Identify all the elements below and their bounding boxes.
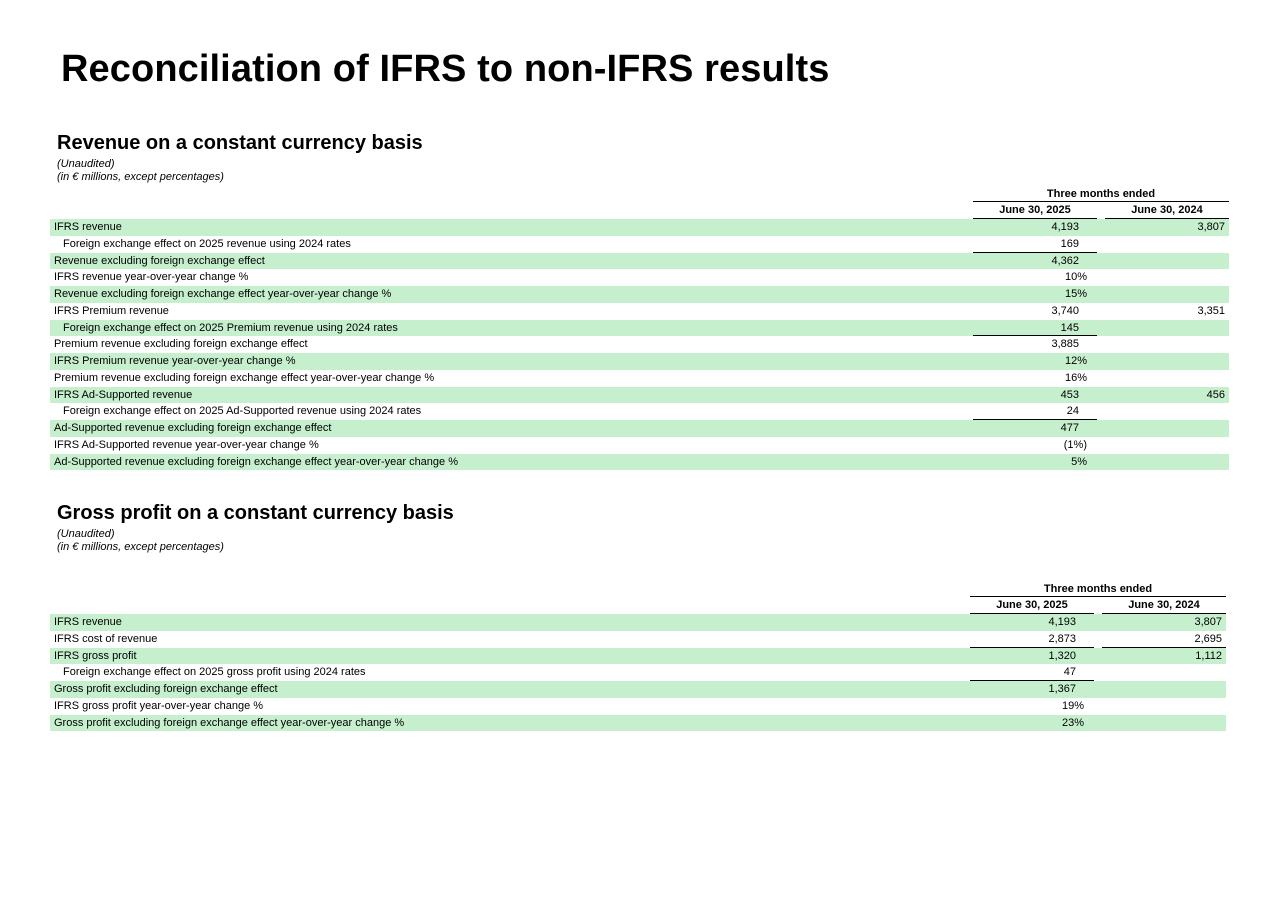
value-2025: 4,193 — [1048, 616, 1076, 628]
row-label: Premium revenue excluding foreign exchange effect year-over-year change % — [54, 371, 435, 384]
table-row — [50, 420, 1229, 437]
subtotal-rule — [970, 647, 1094, 648]
value-2025: 4,193 — [1051, 221, 1079, 233]
col-header-2024: June 30, 2024 — [1102, 599, 1226, 615]
gross-profit-table — [50, 614, 1226, 731]
row-label: IFRS Premium revenue — [54, 304, 169, 317]
table-row — [50, 614, 1226, 631]
subtotal-rule — [1102, 647, 1226, 648]
col-header-2024: June 30, 2024 — [1105, 204, 1229, 220]
row-label: IFRS gross profit — [54, 649, 137, 662]
row-label: Foreign exchange effect on 2025 gross profit using 2024 rates — [63, 666, 366, 679]
value-2025: 2,873 — [1048, 632, 1076, 645]
units-note: (in € millions, except percentages) — [57, 541, 224, 553]
col-header-2025: June 30, 2025 — [970, 599, 1094, 615]
subtotal-rule — [973, 335, 1097, 336]
value-2024: 456 — [1206, 388, 1225, 401]
row-label: IFRS revenue — [54, 616, 122, 628]
row-label: IFRS revenue — [54, 221, 122, 233]
table-row — [50, 454, 1229, 471]
row-label: IFRS gross profit year-over-year change % — [54, 699, 264, 712]
row-label: Ad-Supported revenue excluding foreign exchange effect — [54, 422, 332, 434]
value-2025: 477 — [1060, 422, 1079, 434]
col-header-2025: June 30, 2025 — [973, 204, 1097, 220]
row-label: Ad-Supported revenue excluding foreign exchange effect year-over-year change % — [54, 455, 458, 468]
value-2025: 12% — [1064, 355, 1087, 367]
value-2024: 3,807 — [1194, 616, 1222, 628]
value-2025: (1%) — [1063, 438, 1087, 451]
value-2025: 453 — [1060, 388, 1079, 401]
subtotal-rule — [973, 419, 1097, 420]
table-row — [50, 253, 1229, 270]
row-label: Gross profit excluding foreign exchange effect year-over-year change % — [54, 716, 405, 729]
subtotal-rule — [973, 252, 1097, 253]
table-row — [50, 269, 1229, 286]
table-row — [50, 387, 1229, 404]
value-2025: 47 — [1063, 666, 1076, 679]
value-2025: 169 — [1060, 237, 1079, 250]
table-row — [50, 236, 1229, 253]
value-2025: 4,362 — [1051, 254, 1079, 267]
value-2025: 3,740 — [1051, 304, 1079, 317]
row-label: Foreign exchange effect on 2025 Ad-Supported revenue using 2024 rates — [63, 405, 422, 418]
units-note: (in € millions, except percentages) — [57, 171, 224, 183]
table-row — [50, 336, 1229, 353]
section-title: Gross profit on a constant currency basis — [57, 502, 454, 524]
table-row — [50, 437, 1229, 454]
value-2025: 23% — [1061, 716, 1084, 729]
value-2025: 145 — [1060, 321, 1079, 334]
value-2024: 3,807 — [1197, 221, 1225, 233]
group-header: Three months ended — [973, 188, 1229, 202]
table-row — [50, 303, 1229, 320]
row-label: IFRS revenue year-over-year change % — [54, 271, 249, 284]
table-row — [50, 219, 1229, 236]
unaudited-note: (Unaudited) — [57, 158, 115, 170]
row-label: Revenue excluding foreign exchange effect — [54, 254, 265, 267]
value-2024: 3,351 — [1197, 304, 1225, 317]
page-title: Reconciliation of IFRS to non-IFRS results — [61, 48, 830, 90]
row-label: Revenue excluding foreign exchange effect year-over-year change % — [54, 288, 392, 300]
revenue-table — [50, 219, 1229, 470]
table-row — [50, 664, 1226, 681]
row-label: IFRS Ad-Supported revenue — [54, 388, 193, 401]
table-row — [50, 681, 1226, 698]
row-label: Gross profit excluding foreign exchange effect — [54, 683, 278, 695]
row-label: Foreign exchange effect on 2025 revenue using 2024 rates — [63, 237, 351, 250]
subtotal-rule — [970, 680, 1094, 681]
table-row — [50, 631, 1226, 648]
section-title: Revenue on a constant currency basis — [57, 132, 423, 154]
table-row — [50, 320, 1229, 337]
value-2025: 5% — [1071, 455, 1087, 468]
value-2025: 24 — [1066, 405, 1079, 418]
value-2025: 15% — [1064, 288, 1087, 300]
row-label: IFRS Ad-Supported revenue year-over-year change % — [54, 438, 319, 451]
value-2025: 1,367 — [1048, 683, 1076, 695]
table-row — [50, 648, 1226, 665]
value-2024: 2,695 — [1194, 632, 1222, 645]
value-2025: 10% — [1064, 271, 1087, 284]
value-2025: 16% — [1064, 371, 1087, 384]
value-2025: 19% — [1061, 699, 1084, 712]
value-2024: 1,112 — [1195, 649, 1222, 662]
table-row — [50, 715, 1226, 732]
row-label: Premium revenue excluding foreign exchange effect — [54, 338, 308, 351]
row-label: Foreign exchange effect on 2025 Premium revenue using 2024 rates — [63, 321, 398, 334]
table-row — [50, 353, 1229, 370]
row-label: IFRS cost of revenue — [54, 632, 158, 645]
value-2025: 3,885 — [1051, 338, 1079, 351]
table-row — [50, 370, 1229, 387]
value-2025: 1,320 — [1048, 649, 1076, 662]
table-row — [50, 286, 1229, 303]
group-header: Three months ended — [970, 583, 1226, 597]
table-row — [50, 403, 1229, 420]
table-row — [50, 698, 1226, 715]
row-label: IFRS Premium revenue year-over-year change % — [54, 355, 296, 367]
unaudited-note: (Unaudited) — [57, 528, 115, 540]
